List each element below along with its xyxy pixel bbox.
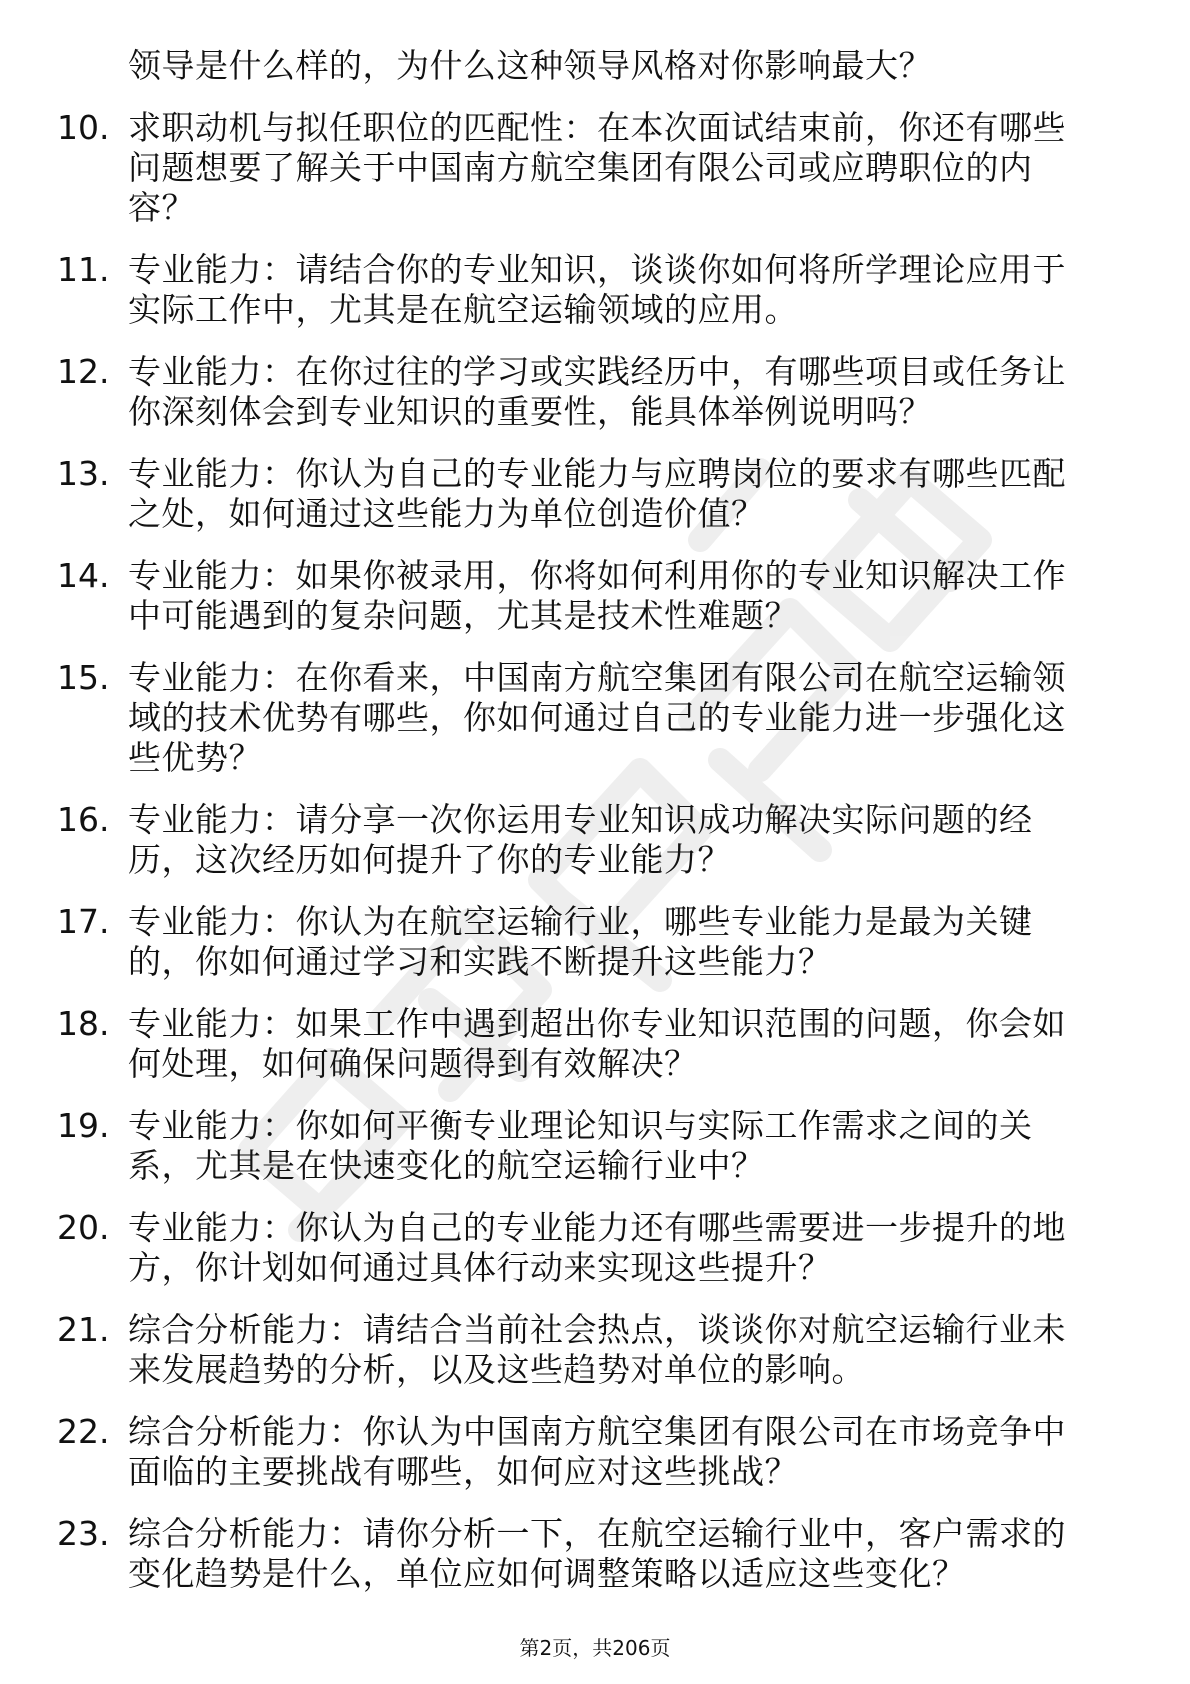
list-item-number: 20.: [57, 1208, 110, 1247]
list-item-text: 你深刻体会到专业知识的重要性，能具体举例说明吗？: [128, 392, 932, 431]
list-item-text: 系，尤其是在快速变化的航空运输行业中？: [128, 1146, 765, 1185]
list-item-text: 专业能力：请分享一次你运用专业知识成功解决实际问题的经: [128, 800, 1033, 839]
list-item-text: 求职动机与拟任职位的匹配性：在本次面试结束前，你还有哪些: [128, 108, 1066, 147]
list-item-text: 专业能力：你认为自己的专业能力还有哪些需要进一步提升的地: [128, 1208, 1066, 1247]
list-item-text: 专业能力：在你看来，中国南方航空集团有限公司在航空运输领: [128, 658, 1066, 697]
list-item-text: 综合分析能力：请你分析一下，在航空运输行业中，客户需求的: [128, 1514, 1066, 1553]
list-item-number: 15.: [57, 658, 110, 697]
list-item-text: 专业能力：你认为自己的专业能力与应聘岗位的要求有哪些匹配: [128, 454, 1066, 493]
page-footer: 第2页，共206页: [519, 1636, 671, 1660]
list-item-text: 专业能力：在你过往的学习或实践经历中，有哪些项目或任务让: [128, 352, 1066, 391]
list-item-number: 11.: [57, 250, 110, 289]
list-item-text: 综合分析能力：请结合当前社会热点，谈谈你对航空运输行业未: [128, 1310, 1066, 1349]
continuation-text: 领导是什么样的，为什么这种领导风格对你影响最大？: [128, 46, 932, 85]
list-item-text: 的，你如何通过学习和实践不断提升这些能力？: [128, 942, 832, 981]
list-item-number: 23.: [57, 1514, 110, 1553]
list-item-text: 专业能力：如果工作中遇到超出你专业知识范围的问题，你会如: [128, 1004, 1066, 1043]
list-item-number: 21.: [57, 1310, 110, 1349]
list-item-number: 22.: [57, 1412, 110, 1451]
list-item-text: 容？: [128, 188, 195, 227]
list-item-text: 变化趋势是什么，单位应如何调整策略以适应这些变化？: [128, 1554, 966, 1593]
list-item-text: 面临的主要挑战有哪些，如何应对这些挑战？: [128, 1452, 798, 1491]
list-item-number: 10.: [57, 108, 110, 147]
list-item-number: 12.: [57, 352, 110, 391]
list-item-text: 专业能力：请结合你的专业知识，谈谈你如何将所学理论应用于: [128, 250, 1066, 289]
list-item-text: 专业能力：你认为在航空运输行业，哪些专业能力是最为关键: [128, 902, 1033, 941]
list-item-text: 中可能遇到的复杂问题，尤其是技术性难题？: [128, 596, 798, 635]
list-item-number: 14.: [57, 556, 110, 595]
list-item-number: 17.: [57, 902, 110, 941]
list-item-text: 些优势？: [128, 738, 262, 777]
list-item-text: 历，这次经历如何提升了你的专业能力？: [128, 840, 731, 879]
list-item-text: 综合分析能力：你认为中国南方航空集团有限公司在市场竞争中: [128, 1412, 1066, 1451]
list-item-text: 何处理，如何确保问题得到有效解决？: [128, 1044, 698, 1083]
list-item-text: 专业能力：如果你被录用，你将如何利用你的专业知识解决工作: [128, 556, 1066, 595]
list-item-text: 域的技术优势有哪些，你如何通过自己的专业能力进一步强化这: [128, 698, 1066, 737]
list-item-text: 实际工作中，尤其是在航空运输领域的应用。: [128, 290, 798, 329]
list-item-text: 专业能力：你如何平衡专业理论知识与实际工作需求之间的关: [128, 1106, 1033, 1145]
list-item-text: 来发展趋势的分析，以及这些趋势对单位的影响。: [128, 1350, 865, 1389]
list-item-text: 问题想要了解关于中国南方航空集团有限公司或应聘职位的内: [128, 148, 1033, 187]
list-item-number: 19.: [57, 1106, 110, 1145]
list-item-text: 方，你计划如何通过具体行动来实现这些提升？: [128, 1248, 832, 1287]
list-item-number: 18.: [57, 1004, 110, 1043]
list-item-number: 13.: [57, 454, 110, 493]
list-item-number: 16.: [57, 800, 110, 839]
list-item-text: 之处，如何通过这些能力为单位创造价值？: [128, 494, 765, 533]
